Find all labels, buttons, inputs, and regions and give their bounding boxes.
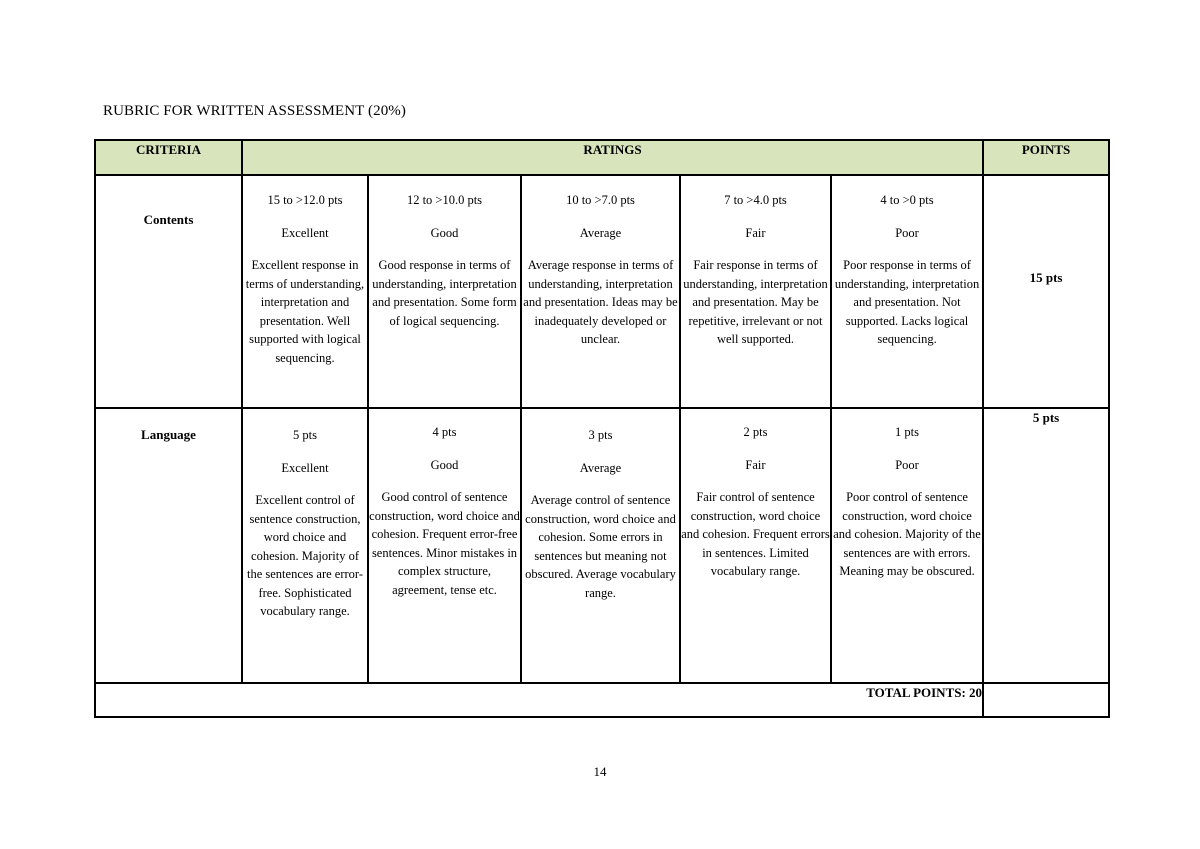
rating-cell [831, 408, 983, 683]
total-points-label: TOTAL POINTS: 20 [95, 683, 983, 717]
rating-label: Fair [745, 457, 766, 472]
rating-cell [368, 408, 521, 683]
page-number: 14 [593, 764, 607, 779]
rating-description: Average control of sentence construction, word choice and cohesion. Some errors in sentences but meaning not obscured. Average vocabulary range. [525, 493, 676, 600]
rating-points: 4 to >0 pts [880, 193, 934, 207]
rating-description: Good response in terms of understanding, interpretation and presentation. Some form of logical sequencing. [372, 258, 517, 328]
rating-label: Average [579, 225, 622, 240]
points-value: 5 pts [983, 408, 1109, 683]
rating-points: 2 pts [743, 425, 768, 439]
rating-description: Poor response in terms of understanding, interpretation and presentation. Not supported. Lacks logical sequencing. [834, 258, 980, 346]
points-header: POINTS [983, 140, 1109, 175]
rating-label: Excellent [281, 225, 329, 240]
rating-points: 10 to >7.0 pts [566, 193, 635, 207]
rating-label: Poor [895, 457, 919, 472]
ratings-header: RATINGS [242, 140, 983, 175]
rating-cell [368, 175, 521, 408]
rating-points: 4 pts [432, 425, 457, 439]
rating-points: 3 pts [588, 428, 613, 442]
rating-points: 15 to >12.0 pts [267, 193, 343, 207]
rating-points: 12 to >10.0 pts [406, 193, 483, 207]
rating-cell [680, 408, 831, 683]
rating-description: Excellent response in terms of understanding, interpretation and presentation. Well supported with logical sequencing. [245, 258, 365, 365]
rating-description: Poor control of sentence construction, word choice and cohesion. Majority of the sentences are with errors. Meaning may be obscured. [833, 490, 981, 578]
document-title: RUBRIC FOR WRITTEN ASSESSMENT (20%) [103, 103, 406, 119]
rating-description: Good control of sentence construction, word choice and cohesion. Frequent error-free sentences. Minor mistakes in complex structure, agreement, tense etc. [369, 490, 520, 597]
rating-cell [680, 175, 831, 408]
total-row [95, 683, 1109, 717]
total-points-blank [983, 683, 1109, 717]
criterion-label: Language [95, 408, 242, 683]
rating-description: Average response in terms of understanding, interpretation and presentation. Ideas may be inadequately developed or unclear. [523, 258, 678, 346]
rubric-table [94, 139, 1110, 718]
rating-description: Excellent control of sentence construction, word choice and cohesion. Majority of the sentences are error-free. Sophisticated vocabulary range. [247, 493, 363, 618]
rating-points: 7 to >4.0 pts [724, 193, 787, 207]
criteria-header: CRITERIA [95, 140, 242, 175]
rating-cell [831, 175, 983, 408]
rating-label: Average [579, 460, 622, 475]
rating-description: Fair response in terms of understanding, interpretation and presentation. May be repetitive, irrelevant or not well supported. [683, 258, 828, 346]
criterion-label: Contents [95, 175, 242, 408]
rating-description: Fair control of sentence construction, word choice and cohesion. Frequent errors in sentences. Limited vocabulary range. [681, 490, 830, 578]
criterion-row-language [95, 408, 1109, 683]
rating-cell [521, 408, 680, 683]
rating-label: Poor [895, 225, 919, 240]
rating-label: Good [430, 457, 459, 472]
rating-cell [242, 175, 368, 408]
header-row [95, 140, 1109, 175]
points-value: 15 pts [983, 175, 1109, 408]
rating-label: Fair [745, 225, 766, 240]
criterion-row-contents [95, 175, 1109, 408]
rating-points: 5 pts [293, 428, 317, 442]
rating-cell [521, 175, 680, 408]
rating-cell [242, 408, 368, 683]
rating-label: Good [430, 225, 459, 240]
rating-label: Excellent [281, 460, 329, 475]
rating-points: 1 pts [895, 425, 919, 439]
